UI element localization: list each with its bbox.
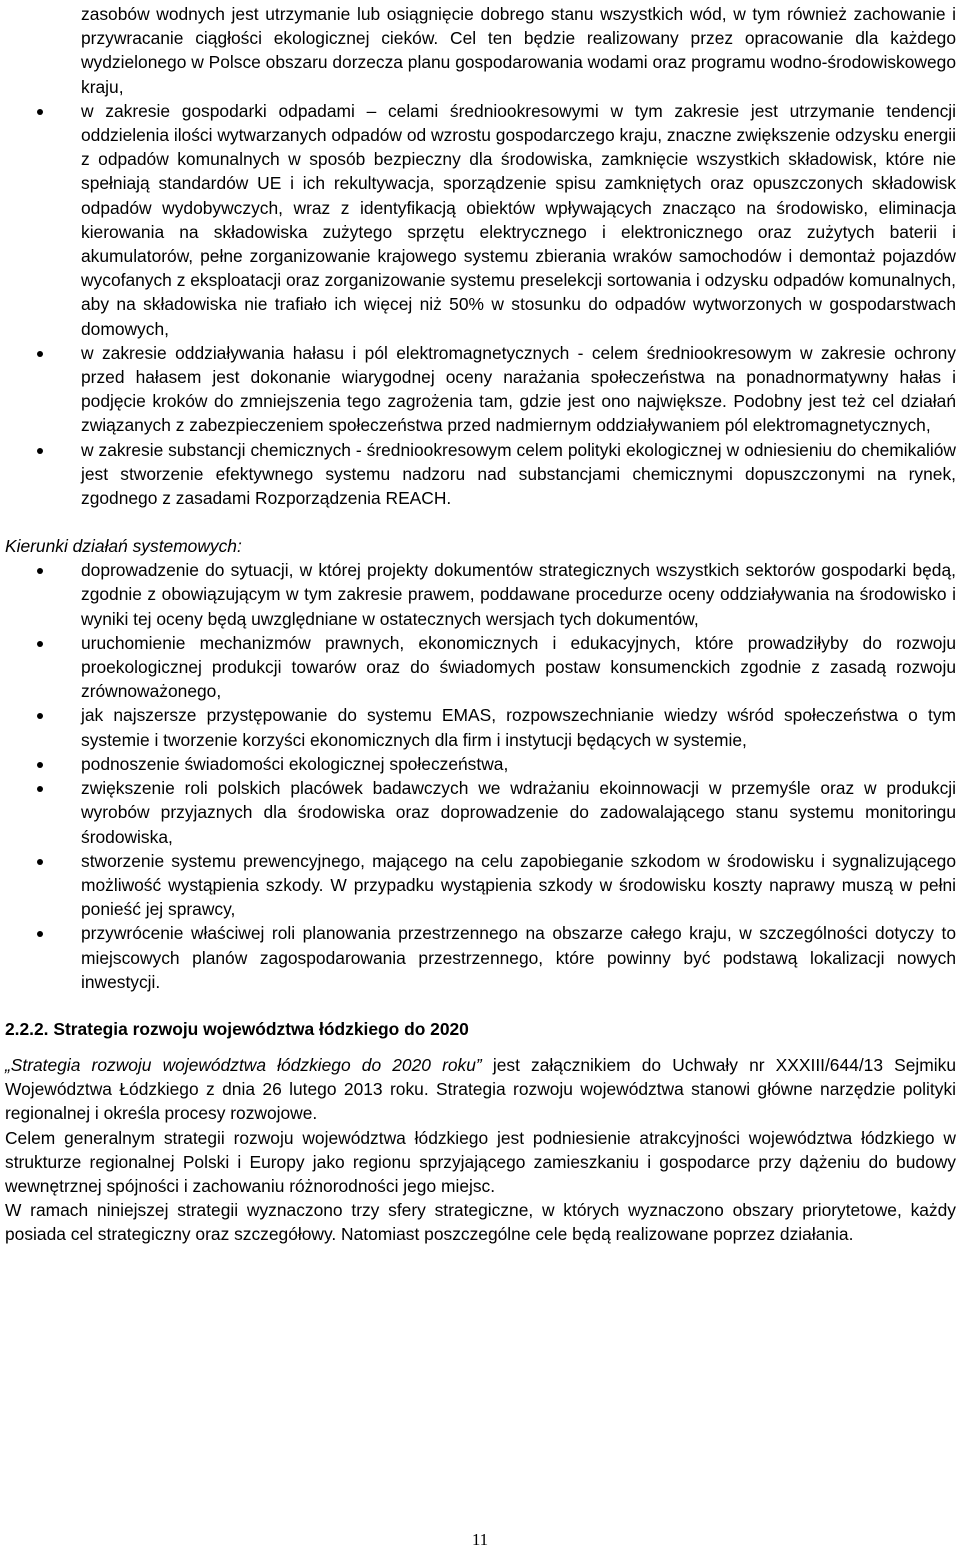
list-item: w zakresie substancji chemicznych - średniookresowym celem polityki ekologicznej w odniesieniu do chemikaliów jest stworzenie efektywnego systemu nadzoru nad substancjami chemicznymi dopuszczonymi na rynek, zgodnego z zasadami Rozporządzenia REACH. <box>0 438 960 511</box>
intro-text: jest załącznikiem do Uchwały nr XXXIII/644/13 Sejmiku Województwa Łódzkiego z dnia 26 lutego 2013 roku. Strategia rozwoju województwa stanowi główne narzędzie polityki regionalnej i określa procesy rozwojowe. <box>5 1054 956 1124</box>
list-item: uruchomienie mechanizmów prawnych, ekonomicznych i edukacyjnych, które prowadziłyby do rozwoju proekologicznej produkcji towarów oraz do świadomych postaw konsumenckich zgodnie z zasadą rozwoju zrównoważonego, <box>0 631 960 704</box>
list-item: podnoszenie świadomości ekologicznej społeczeństwa, <box>0 752 960 776</box>
list-item: doprowadzenie do sytuacji, w której projekty dokumentów strategicznych wszystkich sektorów gospodarki będą, zgodnie z obowiązującym w tym zakresie prawem, poddawane procedurze oceny oddziaływania na środowisko i wyniki tej oceny będą uwzględniane w ostatecznych wersjach tych dokumentów, <box>0 558 960 631</box>
page-number: 11 <box>471 1530 489 1549</box>
list-item: jak najszersze przystępowanie do systemu EMAS, rozpowszechnianie wiedzy wśród społeczeństwa o tym systemie i tworzenie korzyści ekonomicznych dla firm i instytucji będących w systemie, <box>0 703 960 751</box>
systemic-directions-heading: Kierunki działań systemowych: <box>5 536 242 557</box>
list-item: przywrócenie właściwej roli planowania przestrzennego na obszarze całego kraju, w szczególności dotyczy to miejscowych planów zagospodarowania przestrzennego, które powinny być podstawą lokalizacji nowych inwestycji. <box>0 921 960 994</box>
list-item: zwiększenie roli polskich placówek badawczych we wdrażaniu ekoinnowacji w przemyśle oraz w produkcji wyrobów przyjaznych dla środowiska oraz doprowadzenie do zadowalającego stanu systemu monitoringu środowiska, <box>0 776 960 849</box>
strategy-title-italic: „Strategia rozwoju województwa łódzkiego do 2020 roku” <box>5 1054 482 1075</box>
section-intro-paragraph <box>0 1053 960 1126</box>
list-item: w zakresie oddziaływania hałasu i pól elektromagnetycznych - celem średniookresowym w zakresie ochrony przed hałasem jest dokonanie wiarygodnej oceny narażania społeczeństwa na ponadnormatywny hałas i podjęcie kroków do zmniejszenia tego zagrożenia tam, gdzie jest ono największe. Podobny jest też cel działań związanych z zabezpieczeniem społeczeństwa przed nadmiernym oddziaływaniem pól elektromagnetycznych, <box>0 341 960 438</box>
general-goal-paragraph: Celem generalnym strategii rozwoju województwa łódzkiego jest podniesienie atrakcyjności województwa łódzkiego w strukturze regionalnej Polski i Europy jako regionu sprzyjającego zamieszkaniu i gospodarce przy dążeniu do budowy wewnętrznej spójności i zachowaniu różnorodności jego miejsc. <box>5 1127 956 1196</box>
section-title: 2.2.2. Strategia rozwoju województwa łódzkiego do 2020 <box>5 1018 469 1039</box>
environment-goals-list <box>0 2 960 510</box>
list-item: zasobów wodnych jest utrzymanie lub osiągnięcie dobrego stanu wszystkich wód, w tym również zachowanie i przywracanie ciągłości ekologicznej cieków. Cel ten będzie realizowany przez opracowanie dla każdego wydzielonego w Polsce obszaru dorzecza planu gospodarowania wodami oraz programu wodno-środowiskowego kraju, <box>81 4 956 97</box>
strategic-spheres-paragraph: W ramach niniejszej strategii wyznaczono trzy sfery strategiczne, w których wyznaczono obszary priorytetowe, każdy posiada cel strategiczny oraz szczegółowy. Natomiast poszczególne cele będą realizowane poprzez działania. <box>5 1200 956 1245</box>
list-item: stworzenie systemu prewencyjnego, mającego na celu zapobieganie szkodom w środowisku i sygnalizującego możliwość wystąpienia szkody. W przypadku wystąpienia szkody w środowisku koszty naprawy muszą w pełni ponieść jej sprawcy, <box>0 849 960 922</box>
list-item: w zakresie gospodarki odpadami – celami średniookresowymi w tym zakresie jest utrzymanie tendencji oddzielenia ilości wytwarzanych odpadów od wzrostu gospodarczego kraju, znaczne zwiększenie odzysku energii z odpadów komunalnych w sposób bezpieczny dla środowiska, zamknięcie wszystkich składowisk, które nie spełniają standardów UE i ich rekultywacja, sporządzenie spisu zamkniętych oraz opuszczonych składowisk odpadów wydobywczych, wraz z identyfikacją obiektów wpływających znacząco na środowisko, eliminacja kierowania na składowiska zużytego sprzętu elektrycznego i elektronicznego oraz zużytych baterii i akumulatorów, pełne zorganizowanie krajowego systemu zbierania wraków samochodów i demontaż pojazdów wycofanych z eksploatacji oraz zorganizowanie systemu preselekcji sortowania i odzysku odpadów komunalnych, aby na składowiska nie trafiało ich więcej niż 50% w stosunku do odpadów wytworzonych w gospodarstwach domowych, <box>0 99 960 341</box>
systemic-directions-list <box>0 558 960 994</box>
